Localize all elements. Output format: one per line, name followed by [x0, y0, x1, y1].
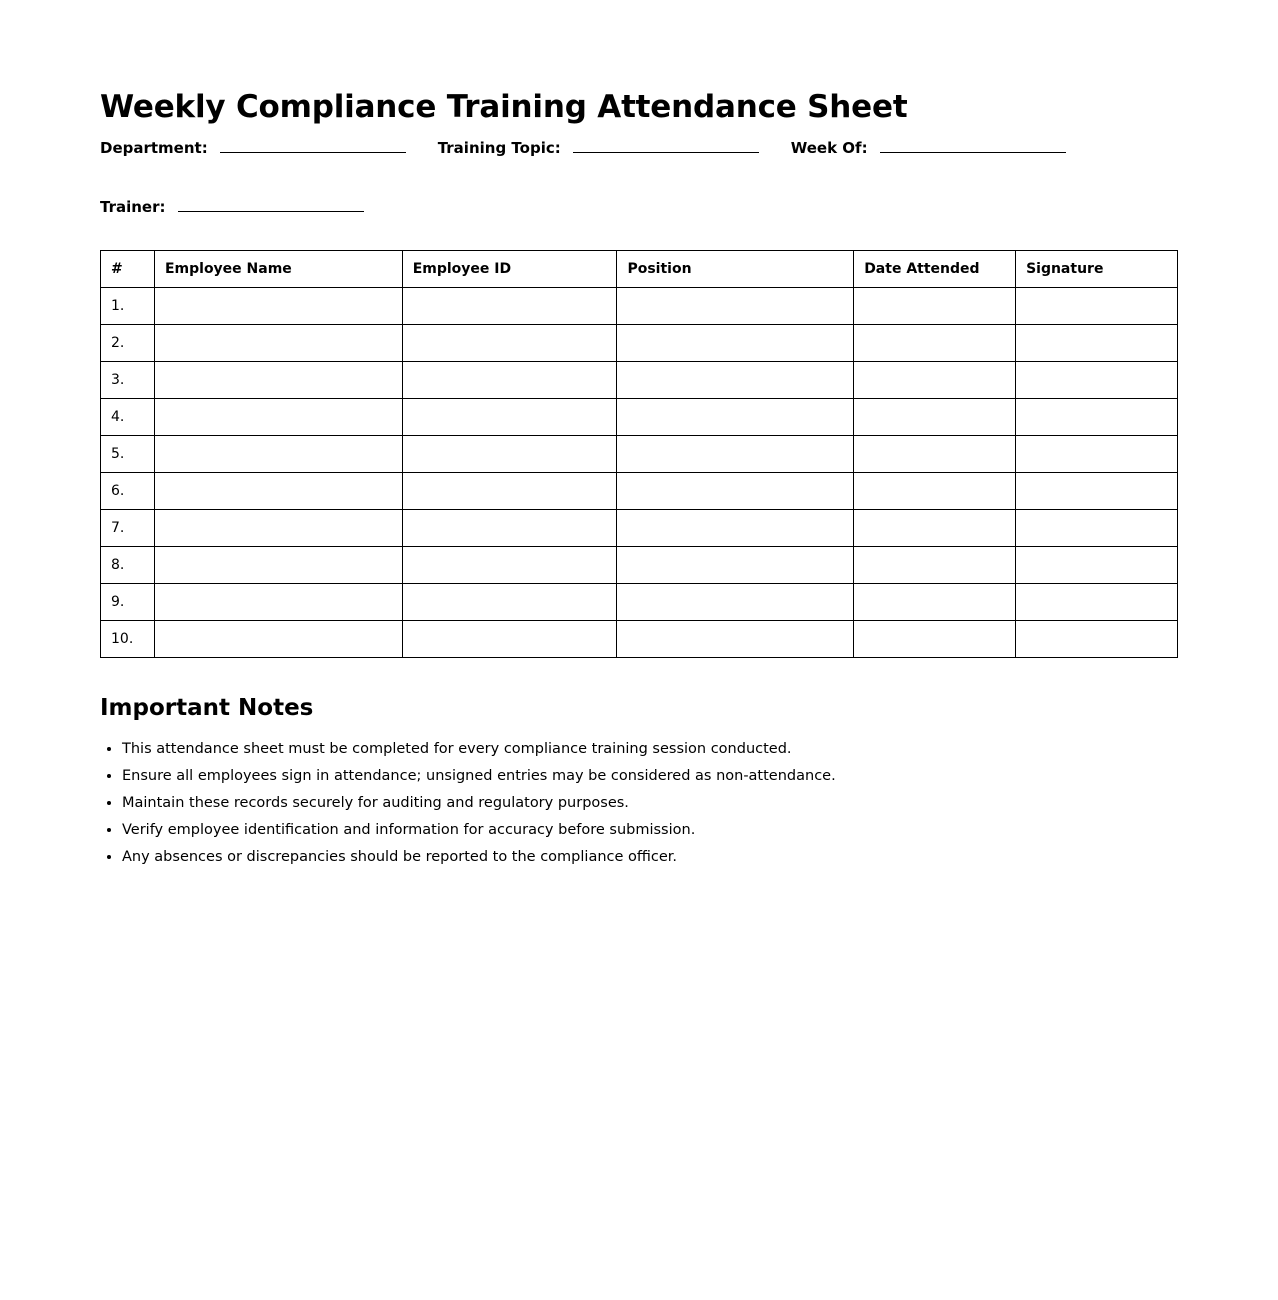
table-row — [101, 399, 1178, 436]
note-item: • Any absences or discrepancies should be reported to the compliance officer. — [122, 844, 1178, 871]
table-header-row — [101, 251, 1178, 288]
signature-cell[interactable] — [1016, 288, 1178, 325]
signature-cell[interactable] — [1016, 399, 1178, 436]
row-number-cell: 9. — [101, 584, 155, 621]
week-of-blank-line[interactable] — [880, 138, 1066, 153]
row-number-cell: 6. — [101, 473, 155, 510]
position-cell[interactable] — [617, 473, 854, 510]
date-attended-cell[interactable] — [854, 399, 1016, 436]
date-attended-cell[interactable] — [854, 288, 1016, 325]
table-row — [101, 362, 1178, 399]
signature-cell[interactable] — [1016, 547, 1178, 584]
training-topic-field[interactable] — [438, 138, 791, 158]
department-label: Department: — [100, 139, 208, 157]
employee-id-cell[interactable] — [402, 473, 617, 510]
trainer-field[interactable] — [100, 197, 1178, 217]
employee-id-cell[interactable] — [402, 510, 617, 547]
date-attended-cell[interactable] — [854, 584, 1016, 621]
employee-name-cell[interactable] — [154, 510, 402, 547]
employee-id-cell[interactable] — [402, 399, 617, 436]
employee-id-cell[interactable] — [402, 288, 617, 325]
table-row — [101, 547, 1178, 584]
row-number-cell: 7. — [101, 510, 155, 547]
employee-name-cell[interactable] — [154, 325, 402, 362]
trainer-blank-line[interactable] — [178, 197, 364, 212]
employee-name-cell[interactable] — [154, 436, 402, 473]
table-row — [101, 436, 1178, 473]
date-attended-cell[interactable] — [854, 473, 1016, 510]
employee-id-cell[interactable] — [402, 621, 617, 658]
training-topic-label: Training Topic: — [437, 139, 561, 157]
date-attended-cell[interactable] — [854, 362, 1016, 399]
notes-heading: Important Notes — [100, 695, 314, 721]
position-cell[interactable] — [617, 288, 854, 325]
week-of-label: Week Of: — [790, 139, 868, 157]
note-item: • Maintain these records securely for auditing and regulatory purposes. — [122, 790, 1178, 817]
employee-name-cell[interactable] — [154, 473, 402, 510]
row-number-cell: 10. — [101, 621, 155, 658]
signature-cell[interactable] — [1016, 584, 1178, 621]
employee-id-cell[interactable] — [402, 547, 617, 584]
row-number-cell: 5. — [101, 436, 155, 473]
table-row — [101, 325, 1178, 362]
column-header-number: # — [101, 251, 155, 288]
week-of-field[interactable] — [791, 138, 1098, 158]
signature-cell[interactable] — [1016, 473, 1178, 510]
date-attended-cell[interactable] — [854, 510, 1016, 547]
page-title: Weekly Compliance Training Attendance Sheet — [100, 89, 908, 125]
table-row — [101, 510, 1178, 547]
table-row — [101, 473, 1178, 510]
department-field[interactable] — [100, 138, 438, 158]
row-number-cell: 2. — [101, 325, 155, 362]
position-cell[interactable] — [617, 362, 854, 399]
training-topic-blank-line[interactable] — [573, 138, 759, 153]
position-cell[interactable] — [617, 584, 854, 621]
employee-name-cell[interactable] — [154, 621, 402, 658]
signature-cell[interactable] — [1016, 510, 1178, 547]
note-item: • Ensure all employees sign in attendance; unsigned entries may be considered as non-attendance. — [122, 763, 1178, 790]
date-attended-cell[interactable] — [854, 325, 1016, 362]
table-row — [101, 584, 1178, 621]
row-number-cell: 3. — [101, 362, 155, 399]
signature-cell[interactable] — [1016, 325, 1178, 362]
department-blank-line[interactable] — [220, 138, 406, 153]
row-number-cell: 1. — [101, 288, 155, 325]
trainer-label: Trainer: — [100, 198, 166, 216]
table-body — [101, 288, 1178, 658]
table-row — [101, 288, 1178, 325]
position-cell[interactable] — [617, 399, 854, 436]
date-attended-cell[interactable] — [854, 547, 1016, 584]
employee-id-cell[interactable] — [402, 325, 617, 362]
signature-cell[interactable] — [1016, 436, 1178, 473]
employee-id-cell[interactable] — [402, 584, 617, 621]
signature-cell[interactable] — [1016, 621, 1178, 658]
column-header-date-attended: Date Attended — [854, 251, 1016, 288]
date-attended-cell[interactable] — [854, 436, 1016, 473]
column-header-employee-name: Employee Name — [154, 251, 402, 288]
employee-id-cell[interactable] — [402, 436, 617, 473]
employee-name-cell[interactable] — [154, 584, 402, 621]
header-fields — [100, 138, 1178, 217]
note-item: • Verify employee identification and information for accuracy before submission. — [122, 817, 1178, 844]
employee-name-cell[interactable] — [154, 547, 402, 584]
attendance-table — [100, 250, 1178, 658]
column-header-employee-id: Employee ID — [402, 251, 617, 288]
note-item: • This attendance sheet must be completed for every compliance training session conducted. — [122, 736, 1178, 763]
notes-list — [100, 736, 1178, 871]
employee-name-cell[interactable] — [154, 399, 402, 436]
date-attended-cell[interactable] — [854, 621, 1016, 658]
employee-id-cell[interactable] — [402, 362, 617, 399]
employee-name-cell[interactable] — [154, 362, 402, 399]
position-cell[interactable] — [617, 621, 854, 658]
column-header-signature: Signature — [1016, 251, 1178, 288]
position-cell[interactable] — [617, 325, 854, 362]
position-cell[interactable] — [617, 436, 854, 473]
position-cell[interactable] — [617, 547, 854, 584]
table-row — [101, 621, 1178, 658]
row-number-cell: 4. — [101, 399, 155, 436]
column-header-position: Position — [617, 251, 854, 288]
row-number-cell: 8. — [101, 547, 155, 584]
position-cell[interactable] — [617, 510, 854, 547]
signature-cell[interactable] — [1016, 362, 1178, 399]
employee-name-cell[interactable] — [154, 288, 402, 325]
